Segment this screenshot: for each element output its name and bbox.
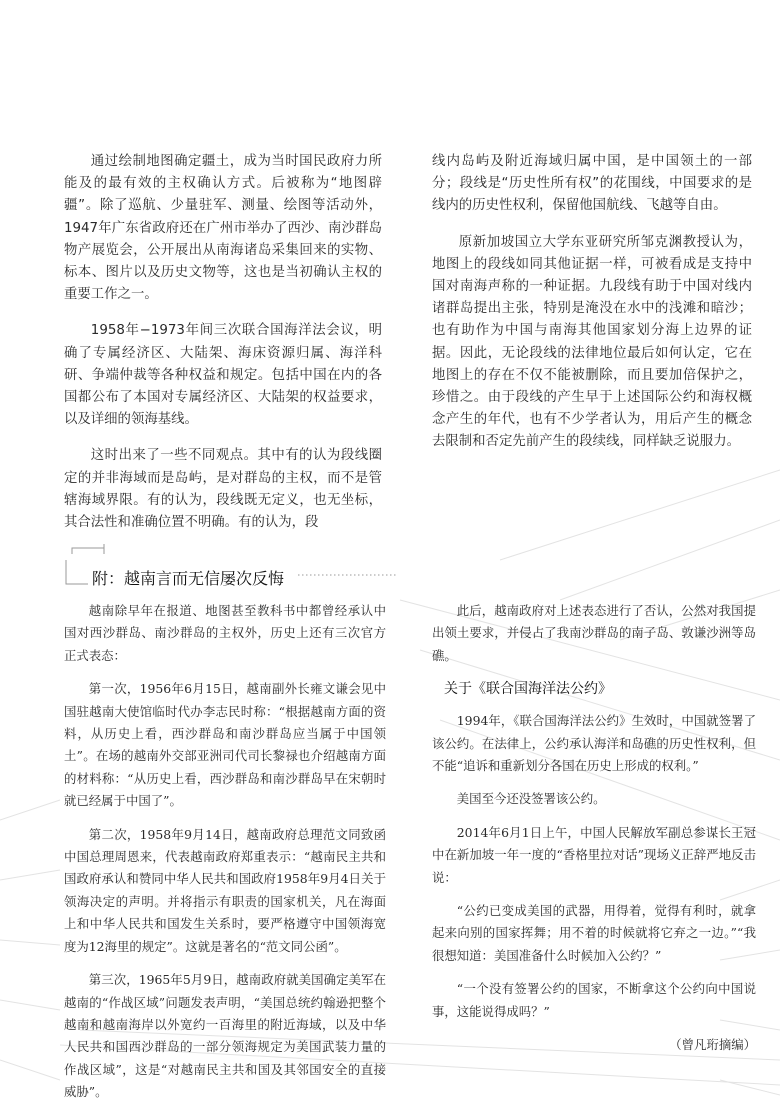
paragraph: 美国至今还没签署该公约。	[456, 791, 606, 807]
editor-credit: （曾凡珩摘编）	[669, 1037, 756, 1053]
paragraph: 第二次，1958年9月14日，越南政府总理范文同致函中国总理周恩来，代表越南政府郑重表示：“越南民主共和国政府承认和赞同中华人民共和国政府1958年9月4日关于领海决定的声明。并将指示有职责的国家机关，凡在海面上和中华人民共和国发生关系时，要严格遵守中国领海宽度为12海里的规定”。这就是著名的“范文同公函”。	[64, 826, 386, 954]
paragraph: 2014年6月1日上午，中国人民解放军副总参谋长王冠中在新加坡一年一度的“香格里拉对话”现场义正辞严地反击说：	[432, 824, 756, 885]
top-right-column	[432, 151, 752, 468]
paragraph: 1994年，《联合国海洋法公约》生效时，中国就签署了该公约。在法律上，公约承认海洋和岛礁的历史性权利，但不能“追诉和重新划分各国在历史上形成的权利。”	[432, 713, 756, 774]
paragraph: 此后，越南政府对上述表态进行了否认，公然对我国提出领土要求，并侵占了我南沙群岛的南子岛、敦谦沙洲等岛礁。	[432, 603, 756, 663]
unclos-subheading: 关于《联合国海洋法公约》	[444, 681, 612, 698]
bottom-left-column	[64, 600, 386, 1115]
paragraph: 线内岛屿及附近海域归属中国，是中国领土的一部分；段线是“历史性所有权”的花围线，中国要求的是线内的历史性权利，保留他国航线、飞越等自由。	[432, 154, 752, 214]
paragraph: 这时出来了一些不同观点。其中有的认为段线圈定的并非海域而是岛屿，是对群岛的主权，而不是管辖海域界限。有的认为，段线既无定义，也无坐标，其合法性和准确位置不明确。有的认为，段	[64, 448, 382, 531]
paragraph: 第一次，1956年6月15日，越南副外长雍文谦会见中国驻越南大使馆临时代办李志民时称：“根据越南方面的资料，从历史上看，西沙群岛和南沙群岛应当属于中国领土”。在场的越南外交部亚洲司代司长黎禄也介绍越南方面的材料称：“从历史上看，西沙群岛和南沙群岛早在宋朝时就已经属于中国了”。	[64, 681, 386, 809]
paragraph: “一个没有签署公约的国家，不断拿这个公约向中国说事，这能说得成吗？”	[432, 981, 756, 1019]
paragraph: 越南除早年在报道、地图甚至教科书中都曾经承认中国对西沙群岛、南沙群岛的主权外，历史上还有三次官方正式表态：	[64, 603, 386, 663]
paragraph: 1958年−1973年间三次联合国海洋法会议，明确了专属经济区、大陆架、海床资源归属、海洋科研、争端仲裁等各种权益和规定。包括中国在内的各国都公布了本国对专属经济区、大陆架的权益要求，以及详细的领海基线。	[64, 323, 382, 428]
paragraph: “公约已变成美国的武器，用得着，觉得有利时，就拿起来向别的国家挥舞；用不着的时候就将它弃之一边。”“我很想知道：美国准备什么时候加入公约？”	[432, 903, 756, 963]
paragraph: 通过绘制地图确定疆土，成为当时国民政府力所能及的最有效的主权确认方式。后被称为“地图辟疆”。除了巡航、少量驻军、测量、绘图等活动外，1947年广东省政府还在广州市举办了西沙、南沙群岛物产展览会，公开展出从南海诸岛采集回来的实物、标本、图片以及历史文物等，这也是当初确认主权的重要工作之一。	[64, 154, 382, 303]
paragraph: 原新加坡国立大学东亚研究所邹克渊教授认为，地图上的段线如同其他证据一样，可被看成是支持中国对南海声称的一种证据。九段线有助于中国对线内诸群岛提出主张，特别是淹没在水中的浅滩和暗沙；也有助作为中国与南海其他国家划分海上边界的证据。因此，无论段线的法律地位最后如何认定，它在地图上的存在不仅不能被删除，而且要加倍保护之，珍惜之。由于段线的产生早于上述国际公约和海权概念产生的年代，也有不少学者认为，用后产生的概念去限制和否定先前产生的段续线，同样缺乏说服力。	[432, 234, 752, 450]
appendix-heading: 附：越南言而无信屡次反悔	[92, 569, 285, 588]
appendix-heading-block	[60, 544, 400, 594]
bottom-right-column	[432, 600, 756, 1068]
top-left-column	[64, 151, 382, 548]
paragraph: 第三次，1965年5月9日，越南政府就美国确定美军在越南的“作战区域”问题发表声明，“美国总统约翰逊把整个越南和越南海岸以外宽约一百海里的附近海域，以及中华人民共和国西沙群岛的一部分领海规定为美国武装力量的作战区域”，这是“对越南民主共和国及其邻国安全的直接威胁”。	[64, 972, 386, 1100]
